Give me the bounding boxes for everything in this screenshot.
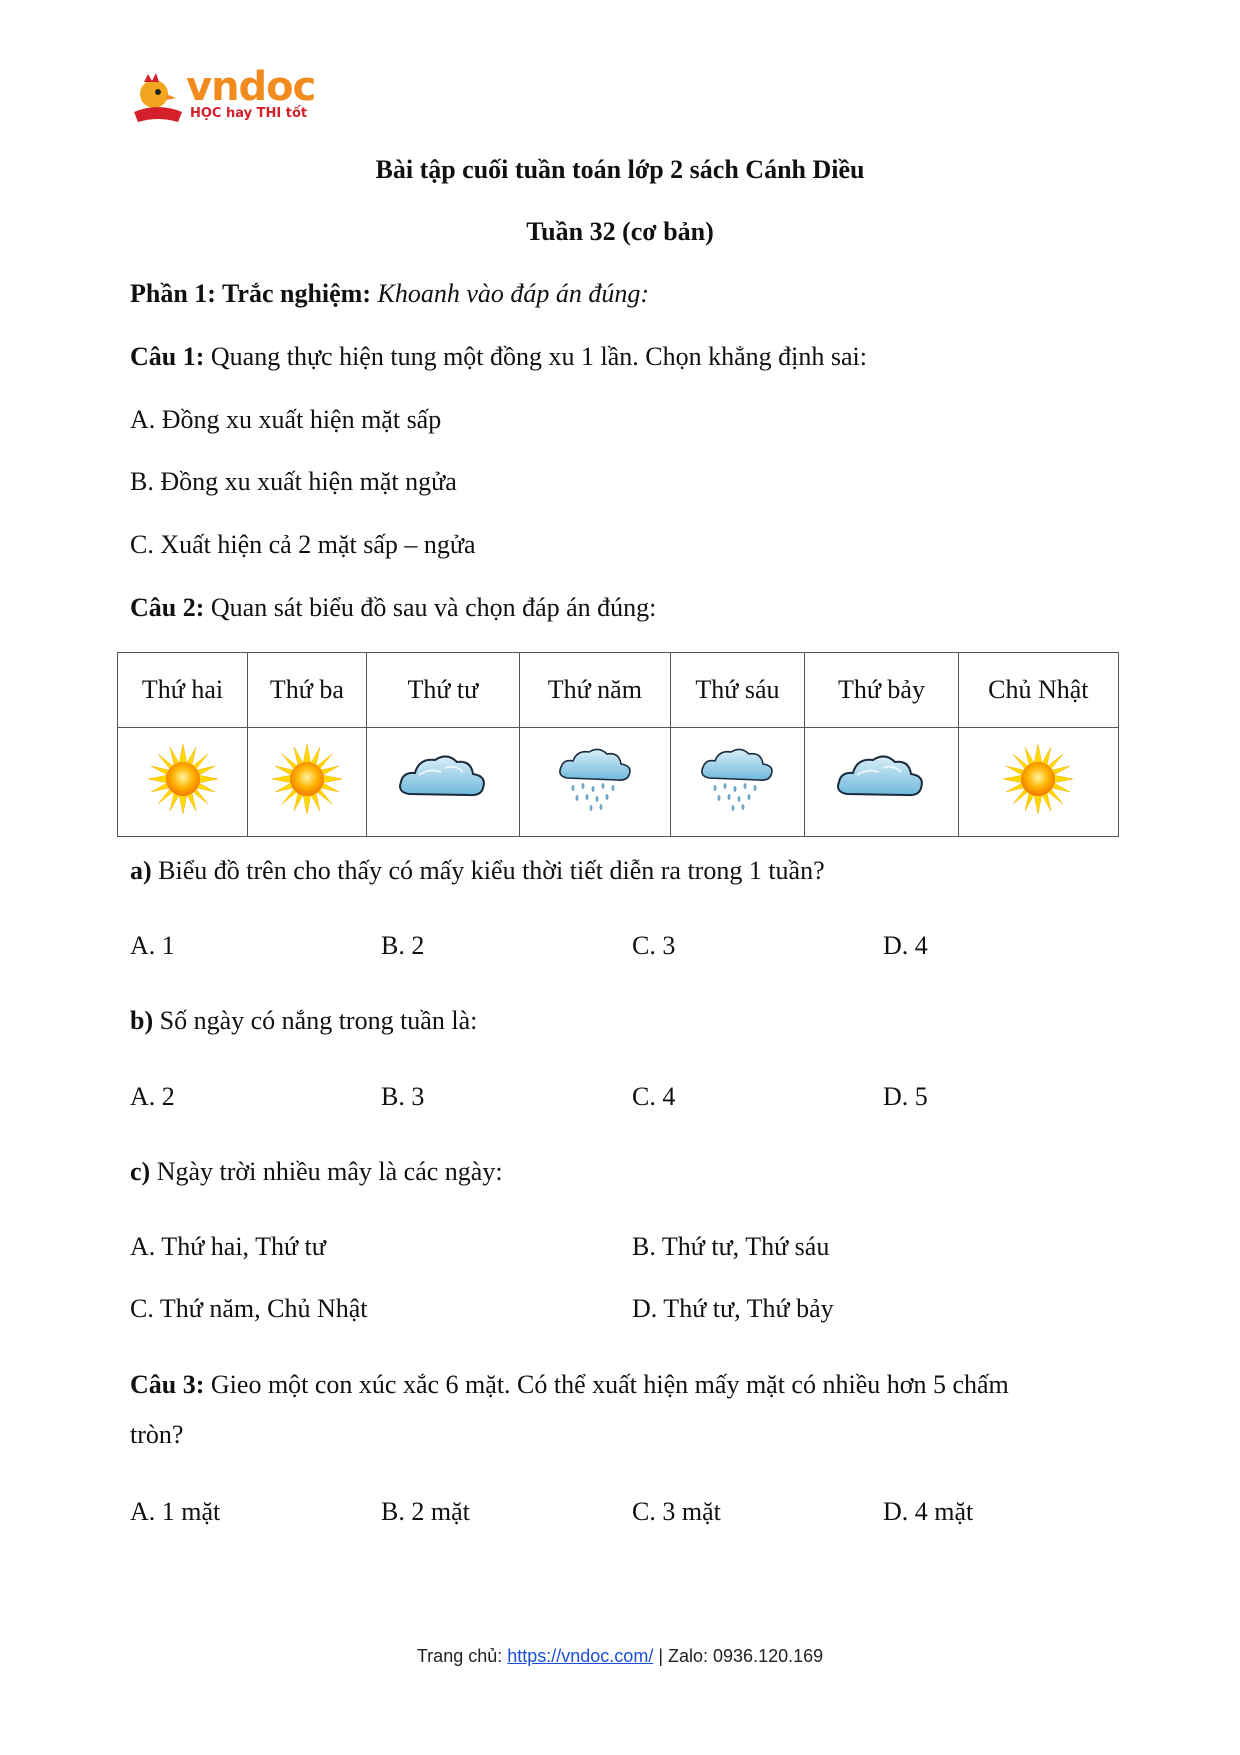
q3-option-b[interactable]: B. 2 mặt (381, 1497, 470, 1526)
rain-cloud-icon (555, 793, 635, 822)
logo-wordmark: vndoc (186, 64, 316, 110)
page-title: Bài tập cuối tuần toán lớp 2 sách Cánh Diều (375, 155, 865, 184)
q3-text: Gieo một con xúc xắc 6 mặt. Có thể xuất hiện mấy mặt có nhiều hơn 5 chấm (210, 1370, 1009, 1399)
q2b-question (130, 1006, 477, 1036)
q2b-option-b[interactable]: B. 3 (381, 1082, 425, 1111)
weather-table-icons (118, 728, 1119, 837)
page-subtitle: Tuần 32 (cơ bản) (526, 217, 714, 246)
q2b-text: Số ngày có nắng trong tuần là: (159, 1006, 478, 1035)
q2c-option-d[interactable]: D. Thứ tư, Thứ bảy (632, 1294, 834, 1323)
weather-cell (366, 728, 519, 837)
q2a-label: a) (130, 856, 152, 885)
q1-text: Quang thực hiện tung một đồng xu 1 lần. Chọn khẳng định sai: (210, 342, 867, 371)
q2a-option-b[interactable]: B. 2 (381, 931, 425, 960)
homepage-link[interactable]: https://vndoc.com/ (507, 1646, 654, 1666)
part1-heading (130, 279, 649, 309)
mascot-icon (130, 72, 186, 128)
cloud-icon (833, 793, 929, 822)
q2-question (130, 593, 656, 623)
part1-label: Phần 1: Trắc nghiệm: (130, 279, 371, 308)
q1-option-a[interactable]: A. Đồng xu xuất hiện mặt sấp (130, 405, 442, 434)
q2c-option-a[interactable]: A. Thứ hai, Thứ tư (130, 1232, 326, 1261)
rain-cloud-icon (697, 793, 777, 822)
q2b-option-a[interactable]: A. 2 (130, 1082, 175, 1111)
q2-text: Quan sát biểu đồ sau và chọn đáp án đúng: (210, 593, 657, 622)
q3-label: Câu 3: (130, 1370, 205, 1399)
q2c-question (130, 1157, 503, 1187)
cloud-icon (395, 793, 491, 822)
weather-cell (520, 728, 671, 837)
day-cell: Thứ bảy (805, 653, 958, 728)
logo-slogan: HỌC hay THI tốt (190, 106, 308, 121)
footer-prefix: Trang chủ: (416, 1646, 508, 1666)
q1-label: Câu 1: (130, 342, 205, 371)
day-cell: Thứ tư (366, 653, 519, 728)
q1-option-b[interactable]: B. Đồng xu xuất hiện mặt ngửa (130, 467, 457, 496)
weather-table-header (118, 653, 1119, 728)
weather-cell (670, 728, 805, 837)
q2a-option-a[interactable]: A. 1 (130, 931, 175, 960)
sun-icon (146, 793, 220, 822)
q2b-option-c[interactable]: C. 4 (632, 1082, 676, 1111)
day-cell: Thứ hai (118, 653, 248, 728)
day-cell: Thứ năm (520, 653, 671, 728)
q1-question (130, 342, 867, 372)
sun-icon (270, 793, 344, 822)
q3-option-c[interactable]: C. 3 mặt (632, 1497, 721, 1526)
day-cell: Chủ Nhật (958, 653, 1118, 728)
weather-table (117, 652, 1119, 837)
sun-icon (1001, 793, 1075, 822)
day-cell: Thứ sáu (670, 653, 805, 728)
q2c-option-c[interactable]: C. Thứ năm, Chủ Nhật (130, 1294, 368, 1323)
q2c-text: Ngày trời nhiều mây là các ngày: (156, 1157, 503, 1186)
q3-text-continued: tròn? (130, 1420, 184, 1449)
footer-zalo: | Zalo: 0936.120.169 (653, 1646, 824, 1666)
q1-option-c[interactable]: C. Xuất hiện cả 2 mặt sấp – ngửa (130, 530, 476, 559)
weather-cell (805, 728, 958, 837)
part1-instruction: Khoanh vào đáp án đúng: (377, 279, 650, 308)
q2-label: Câu 2: (130, 593, 205, 622)
q2a-text: Biểu đồ trên cho thấy có mấy kiểu thời tiết diễn ra trong 1 tuần? (158, 856, 825, 885)
q2a-option-d[interactable]: D. 4 (883, 931, 928, 960)
q2b-label: b) (130, 1006, 154, 1035)
day-cell: Thứ ba (248, 653, 367, 728)
q3-option-a[interactable]: A. 1 mặt (130, 1497, 221, 1526)
vndoc-logo (130, 64, 316, 128)
q2b-option-d[interactable]: D. 5 (883, 1082, 928, 1111)
q3-question (130, 1370, 1009, 1400)
q2a-option-c[interactable]: C. 3 (632, 931, 676, 960)
q2c-option-b[interactable]: B. Thứ tư, Thứ sáu (632, 1232, 830, 1261)
weather-cell (248, 728, 367, 837)
q2a-question (130, 856, 825, 886)
q2c-label: c) (130, 1157, 151, 1186)
page-footer (0, 1646, 1240, 1667)
q3-option-d[interactable]: D. 4 mặt (883, 1497, 974, 1526)
weather-cell (958, 728, 1118, 837)
weather-cell (118, 728, 248, 837)
